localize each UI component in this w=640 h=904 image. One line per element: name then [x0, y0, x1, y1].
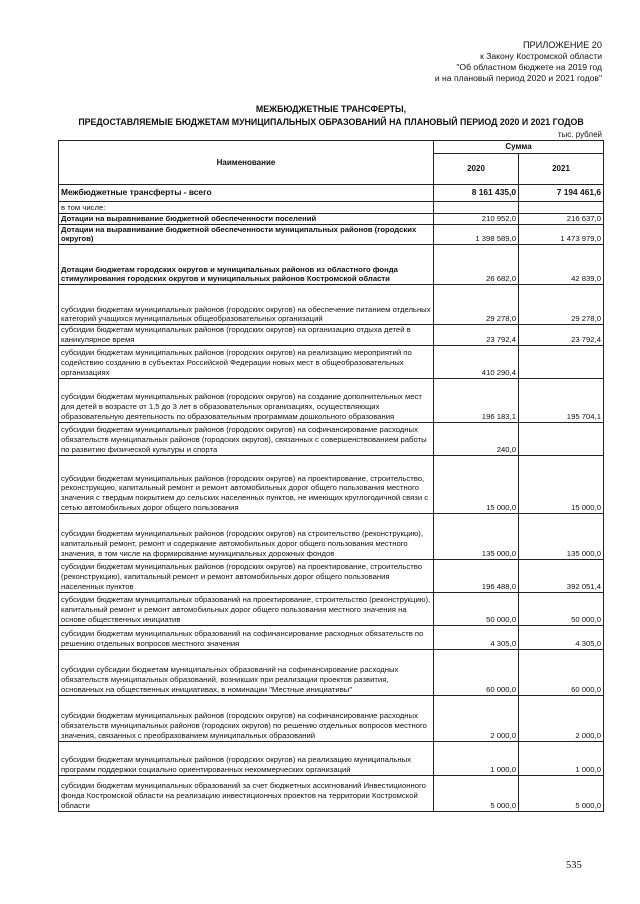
row-value-2021: 135 000,0 — [519, 513, 604, 559]
row-value-2021 — [519, 422, 604, 455]
document-heading — [58, 103, 604, 129]
row-name: субсидии бюджетам муниципальных районов (городских округов) на софинансирование расходных обязательств муниципальных районов (городских округов) по решению отдельных вопросов местного значения, связанных с преобразованием муниципальных образований — [59, 695, 434, 741]
table-row — [59, 214, 604, 225]
row-name: субсидии бюджетам муниципальных районов (городских округов) на реализацию мероприятий по содействию созданию в субъектах Российской Федерации новых мест в общеобразовательных организациях — [59, 345, 434, 378]
row-value-2020: 50 000,0 — [434, 592, 519, 625]
row-name: субсидии бюджетам муниципальных районов (городских округов) на создание дополнительных мест для детей в возрасте от 1,5 до 3 лет в образовательных организациях, осуществляющих образовательную деятельность по образовательным программам дошкольного образования — [59, 378, 434, 422]
row-value-2021: 5 000,0 — [519, 775, 604, 811]
table-row — [59, 378, 604, 422]
table-row — [59, 695, 604, 741]
table-row — [59, 513, 604, 559]
row-name: субсидии бюджетам муниципальных районов (городских округов) на проектирование, строительство, реконструкцию, капитальный ремонт и ремонт автомобильных дорог общего пользования местного значения с твердым покрытием до сельских населенных пунктов, не имеющих круглогодичной связи с сетью автомобильных дорог общего пользования — [59, 455, 434, 513]
row-value-2020: 1 000,0 — [434, 741, 519, 775]
row-name: субсидии бюджетам муниципальных районов (городских округов) на реализацию муниципальных программ поддержки социально ориентированных некоммерческих организаций — [59, 741, 434, 775]
row-value-2021: 23 792,4 — [519, 325, 604, 345]
table-row — [59, 455, 604, 513]
row-value-2020: 196 488,0 — [434, 559, 519, 592]
row-value-2021: 2 000,0 — [519, 695, 604, 741]
table-row — [59, 285, 604, 325]
column-header-2020: 2020 — [434, 154, 519, 185]
row-value-2021: 4 305,0 — [519, 625, 604, 649]
table-row — [59, 325, 604, 345]
row-name: Дотации на выравнивание бюджетной обеспеченности поселений — [59, 214, 434, 225]
row-name: субсидии бюджетам муниципальных районов (городских округов) на софинансирование расходных обязательств муниципальных районов (городских округов), связанных с совершенствованием работы по развитию физической культуры и спорта — [59, 422, 434, 455]
appendix-header — [435, 40, 602, 84]
total-2020: 8 161 435,0 — [434, 185, 519, 202]
total-name: Межбюджетные трансферты - всего — [59, 185, 434, 202]
row-value-2020: 26 682,0 — [434, 245, 519, 285]
column-header-sum: Сумма — [434, 141, 604, 154]
table-row-including — [59, 202, 604, 214]
row-name: субсидии бюджетам муниципальных образований на проектирование, строительство (реконструкцию), капитальный ремонт и ремонт автомобильных дорог общего пользования местного значения на основе общественных инициатив — [59, 592, 434, 625]
row-name: субсидии бюджетам муниципальных районов (городских округов) на обеспечение питанием отдельных категорий учащихся муниципальных общеобразовательных организаций — [59, 285, 434, 325]
total-2021: 7 194 461,6 — [519, 185, 604, 202]
empty-cell — [434, 202, 519, 214]
table-row — [59, 775, 604, 811]
row-name: Дотации бюджетам городских округов и муниципальных районов из областного фонда стимулирования городских округов и муниципальных районов Костромской области — [59, 245, 434, 285]
table-row — [59, 649, 604, 695]
page-number: 535 — [566, 860, 582, 871]
row-value-2020: 196 183,1 — [434, 378, 519, 422]
row-value-2021: 50 000,0 — [519, 592, 604, 625]
row-value-2020: 135 000,0 — [434, 513, 519, 559]
row-name: субсидии бюджетам муниципальных районов (городских округов) на строительство (реконструкцию), капитальный ремонт, ремонт и содержание автомобильных дорог общего пользования местного значения, в том числе на формирование муниципальных дорожных фондов — [59, 513, 434, 559]
row-value-2021: 42 839,0 — [519, 245, 604, 285]
table-row — [59, 741, 604, 775]
table-row — [59, 245, 604, 285]
appendix-line-1: к Закону Костромской области — [480, 51, 602, 61]
including-label: в том числе: — [59, 202, 434, 214]
column-header-name: Наименование — [59, 141, 434, 185]
row-value-2021: 1 473 979,0 — [519, 224, 604, 244]
row-value-2021: 15 000,0 — [519, 455, 604, 513]
empty-cell — [519, 202, 604, 214]
transfers-table — [58, 140, 604, 812]
row-value-2021: 392 051,4 — [519, 559, 604, 592]
appendix-line-3: и на плановый период 2020 и 2021 годов" — [434, 73, 602, 83]
column-header-2021: 2021 — [519, 154, 604, 185]
units-label: тыс. рублей — [557, 130, 602, 139]
appendix-title: ПРИЛОЖЕНИЕ 20 — [522, 40, 602, 50]
heading-line-1: МЕЖБЮДЖЕТНЫЕ ТРАНСФЕРТЫ, — [255, 104, 407, 114]
row-value-2021: 29 278,0 — [519, 285, 604, 325]
heading-line-2: ПРЕДОСТАВЛЯЕМЫЕ БЮДЖЕТАМ МУНИЦИПАЛЬНЫХ ОБРАЗОВАНИЙ НА ПЛАНОВЫЙ ПЕРИОД 2020 И 2021 ГОДОВ — [78, 117, 584, 127]
table-row — [59, 224, 604, 244]
row-value-2021 — [519, 345, 604, 378]
row-value-2021: 1 000,0 — [519, 741, 604, 775]
row-value-2020: 210 952,0 — [434, 214, 519, 225]
row-value-2020: 60 000,0 — [434, 649, 519, 695]
row-value-2020: 23 792,4 — [434, 325, 519, 345]
row-value-2021: 195 704,1 — [519, 378, 604, 422]
row-value-2021: 216 637,0 — [519, 214, 604, 225]
table-row-total — [59, 185, 604, 202]
row-name: субсидии бюджетам муниципальных образований на софинансирование расходных обязательств по решению отдельных вопросов местного значения — [59, 625, 434, 649]
row-value-2020: 1 398 589,0 — [434, 224, 519, 244]
table-row — [59, 559, 604, 592]
row-name: субсидии субсидии бюджетам муниципальных образований на софинансирование расходных обязательств муниципальных образований, возникших при реализации проектов развития, основанных на общественных инициативах, в номинации "Местные инициативы" — [59, 649, 434, 695]
row-name: субсидии бюджетам муниципальных районов (городских округов) на организацию отдыха детей в каникулярное время — [59, 325, 434, 345]
row-name: субсидии бюджетам муниципальных образований за счет бюджетных ассигнований Инвестиционного фонда Костромской области на реализацию инвестиционных проектов на территории Костромской области — [59, 775, 434, 811]
table-row — [59, 592, 604, 625]
row-value-2020: 15 000,0 — [434, 455, 519, 513]
row-value-2020: 240,0 — [434, 422, 519, 455]
row-value-2020: 5 000,0 — [434, 775, 519, 811]
row-value-2020: 29 278,0 — [434, 285, 519, 325]
row-value-2020: 4 305,0 — [434, 625, 519, 649]
row-value-2020: 2 000,0 — [434, 695, 519, 741]
row-name: субсидии бюджетам муниципальных районов (городских округов) на проектирование, строительство (реконструкцию), капитальный ремонт и ремонт автомобильных дорог общего пользования населенных пунктов — [59, 559, 434, 592]
row-name: Дотации на выравнивание бюджетной обеспеченности муниципальных районов (городских округов) — [59, 224, 434, 244]
appendix-line-2: "Об областном бюджете на 2019 год — [456, 62, 602, 72]
row-value-2021: 60 000,0 — [519, 649, 604, 695]
table-row — [59, 422, 604, 455]
row-value-2020: 410 290,4 — [434, 345, 519, 378]
table-row — [59, 625, 604, 649]
table-row — [59, 345, 604, 378]
